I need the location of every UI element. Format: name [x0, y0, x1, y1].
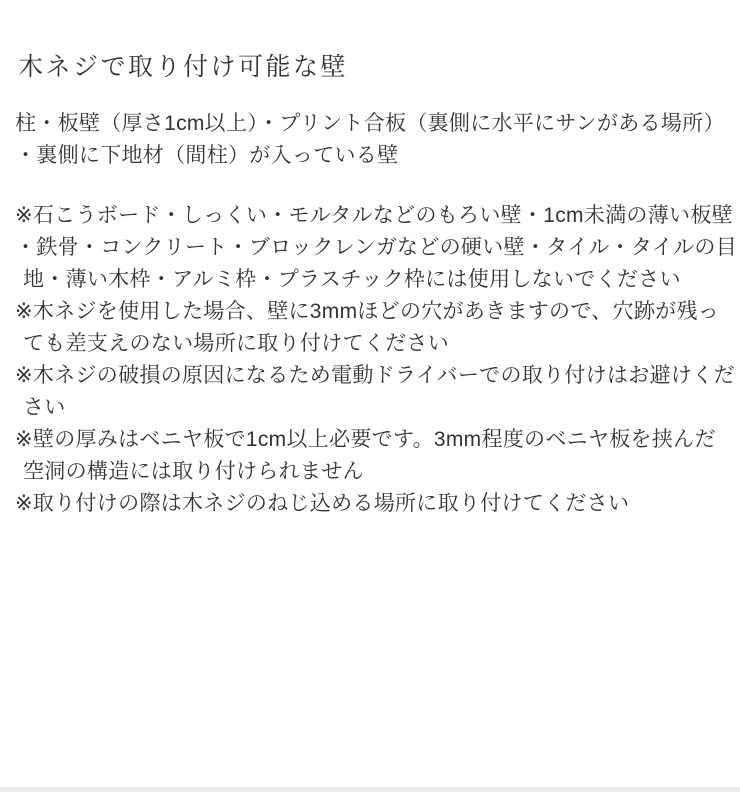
intro-paragraph — [15, 108, 735, 172]
note-line: ても差支えのない場所に取り付けてください — [23, 332, 449, 355]
page-title: 木ネジで取り付け可能な壁 — [18, 53, 349, 81]
page — [0, 52, 740, 792]
note-line: ※石こうボード・しっくい・モルタルなどのもろい壁・1cm未満の薄い板壁 — [15, 204, 733, 227]
note-line: ※木ネジの破損の原因になるため電動ドライバーでの取り付けはお避けくだ — [15, 364, 735, 387]
note-line: 地・薄い木枠・アルミ枠・プラスチック枠には使用しないでください — [23, 268, 681, 291]
document-content — [0, 52, 740, 520]
intro-line: 柱・板壁（厚さ1cm以上）・プリント合板（裏側に水平にサンがある場所） — [15, 112, 725, 135]
intro-line: ・裏側に下地材（間柱）が入っている壁 — [15, 144, 399, 167]
bottom-divider — [0, 787, 740, 792]
note-line: さい — [23, 396, 66, 419]
note-line: ※木ネジを使用した場合、壁に3mmほどの穴があきますので、穴跡が残っ — [15, 300, 720, 323]
notes-paragraph — [15, 200, 735, 520]
note-line: ・鉄骨・コンクリート・ブロックレンガなどの硬い壁・タイル・タイルの目 — [15, 236, 737, 259]
note-line: ※取り付けの際は木ネジのねじ込める場所に取り付けてください — [15, 492, 630, 515]
note-line: 空洞の構造には取り付けられません — [23, 460, 364, 483]
note-line: ※壁の厚みはベニヤ板で1cm以上必要です。3mm程度のベニヤ板を挟んだ — [15, 428, 716, 451]
